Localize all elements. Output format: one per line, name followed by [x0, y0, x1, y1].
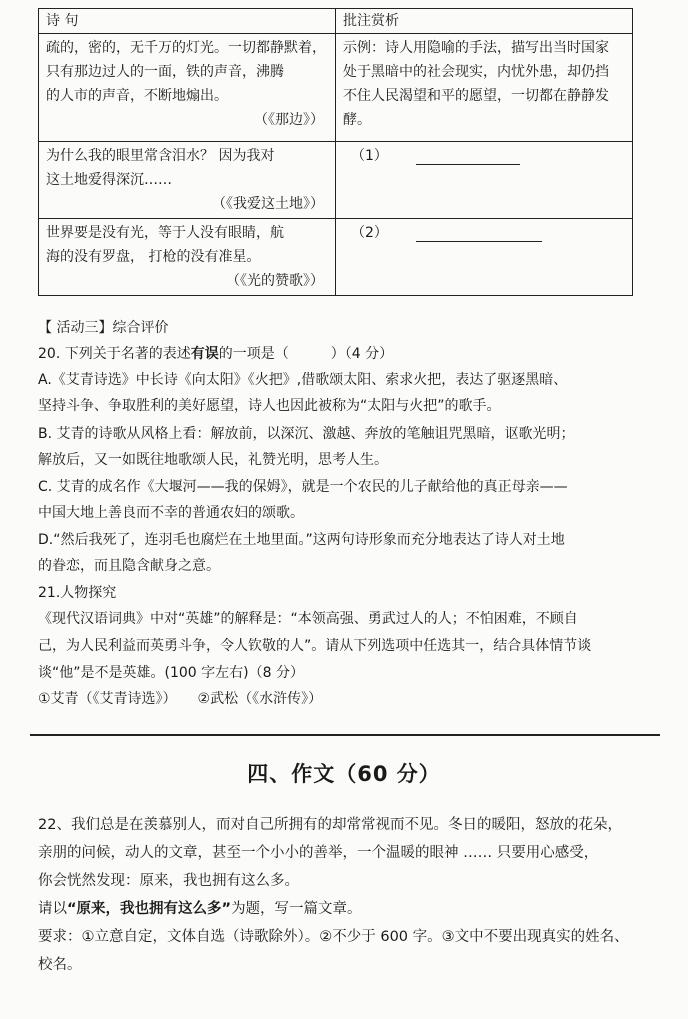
- q20-option-a-cont: 坚持斗争、争取胜利的美好愿望，诗人也因此被称为“太阳与火把”的歌手。: [38, 398, 501, 414]
- poem-cell: [39, 142, 336, 219]
- table-header-row: [39, 9, 633, 34]
- q21-text: 《现代汉语词典》中对“英雄”的解释是：“本领高强、勇武过人的人；不怕困难，不顾自: [38, 611, 578, 627]
- poem-line: 这土地爱得深沉……: [46, 172, 172, 188]
- poem-line: 只有那边过人的一面，铁的声音，沸腾: [46, 64, 284, 80]
- header-poem: 诗 句: [39, 9, 336, 34]
- poem-line: 的人市的声音，不断地煽出。: [46, 88, 228, 104]
- poem-line: 世界要是没有光，等于人没有眼睛，航: [46, 225, 284, 241]
- annotation-line: 示例：诗人用隐喻的手法，描写出当时国家: [343, 40, 609, 56]
- q20-stem-post: 的一项是（ ）（4 分）: [218, 346, 394, 362]
- answer-cell: [336, 142, 633, 219]
- blank-label: （2）: [351, 225, 388, 241]
- poem-line: 为什么我的眼里常含泪水？ 因为我对: [46, 148, 275, 164]
- essay-instruction: [38, 899, 362, 919]
- poem-source: （《光的赞歌》）: [226, 273, 324, 289]
- activity-title: 【 活动三】综合评价: [38, 320, 169, 336]
- table-row: [39, 142, 633, 219]
- annotation-line: 酵。: [343, 112, 371, 128]
- essay-requirements: 要求：①立意自定，文体自选（诗歌除外）。②不少于 600 字。③文中不要出现真实的姓名、: [38, 929, 629, 945]
- q21-title: 21.人物探究: [38, 585, 117, 601]
- blank-label: （1）: [351, 148, 388, 164]
- answer-cell: [336, 219, 633, 296]
- q21-text: 己，为人民利益而英勇斗争，令人钦敬的人”。请从下列选项中任选其一，结合具体情节谈: [38, 638, 592, 654]
- q20-stem: [38, 344, 393, 364]
- annotation-line: 不住人民渴望和平的愿望，一切都在静静发: [343, 88, 609, 104]
- header-annotation: 批注赏析: [336, 9, 633, 34]
- q20-stem-pre: 20. 下列关于名著的表述: [38, 346, 191, 362]
- poem-source: （《那边》）: [254, 112, 324, 128]
- essay-instruction-pre: 请以: [38, 901, 67, 917]
- essay-instruction-post: 为题，写一篇文章。: [231, 901, 362, 917]
- essay-title: “原来，我也拥有这么多”: [67, 901, 232, 917]
- poem-annotation-table: [38, 8, 633, 296]
- q20-option-a: A.《艾青诗选》中长诗《向太阳》《火把》,借歌颂太阳、索求火把，表达了驱逐黑暗、: [38, 372, 568, 388]
- q21-options: ①艾青（《艾青诗选》） ②武松（《水浒传》）: [38, 691, 323, 707]
- annotation-cell: [336, 34, 633, 142]
- essay-prompt-line: 亲朋的问候，动人的文章，甚至一个小小的善举，一个温暖的眼神 …… 只要用心感受，: [38, 845, 599, 861]
- q20-stem-emphasis: 有误: [190, 346, 219, 362]
- q21-text: 谈“他”是不是英雄。(100 字左右)（8 分）: [38, 665, 304, 681]
- poem-cell: [39, 34, 336, 142]
- q20-option-c: C. 艾青的成名作《大堰河——我的保姆》，就是一个农民的儿子献给他的真正母亲——: [38, 479, 568, 495]
- essay-requirements-cont: 校名。: [38, 957, 82, 973]
- section-heading: 四、作文（60 分）: [247, 762, 441, 786]
- essay-prompt-line: 你会恍然发现：原来，我也拥有这么多。: [38, 873, 299, 889]
- poem-source: （《我爱这土地》）: [212, 196, 324, 212]
- q20-option-d: D.“然后我死了，连羽毛也腐烂在土地里面。”这两句诗形象而充分地表达了诗人对土地: [38, 532, 565, 548]
- section-divider: [30, 734, 660, 736]
- q20-option-b-cont: 解放后，又一如既往地歌颂人民，礼赞光明，思考人生。: [38, 452, 388, 468]
- q20-option-d-cont: 的眷恋，而且隐含献身之意。: [38, 558, 220, 574]
- answer-blank[interactable]: [416, 225, 542, 242]
- answer-blank[interactable]: [416, 148, 520, 165]
- essay-prompt-line: 22、我们总是在羡慕别人，而对自己所拥有的却常常视而不见。冬日的暖阳，怒放的花朵，: [38, 817, 622, 833]
- table-row: [39, 219, 633, 296]
- q20-option-c-cont: 中国大地上善良而不幸的普通农妇的颂歌。: [38, 505, 304, 521]
- poem-cell: [39, 219, 336, 296]
- annotation-line: 处于黑暗中的社会现实，内忧外患，却仍挡: [343, 64, 609, 80]
- table-row: [39, 34, 633, 142]
- poem-line: 疏的，密的，无千万的灯光。一切都静默着，: [46, 40, 326, 56]
- q20-option-b: B. 艾青的诗歌从风格上看：解放前，以深沉、激越、奔放的笔触诅咒黑暗，讴歌光明；: [38, 426, 575, 442]
- poem-line: 海的没有罗盘， 打枪的没有准星。: [46, 249, 261, 265]
